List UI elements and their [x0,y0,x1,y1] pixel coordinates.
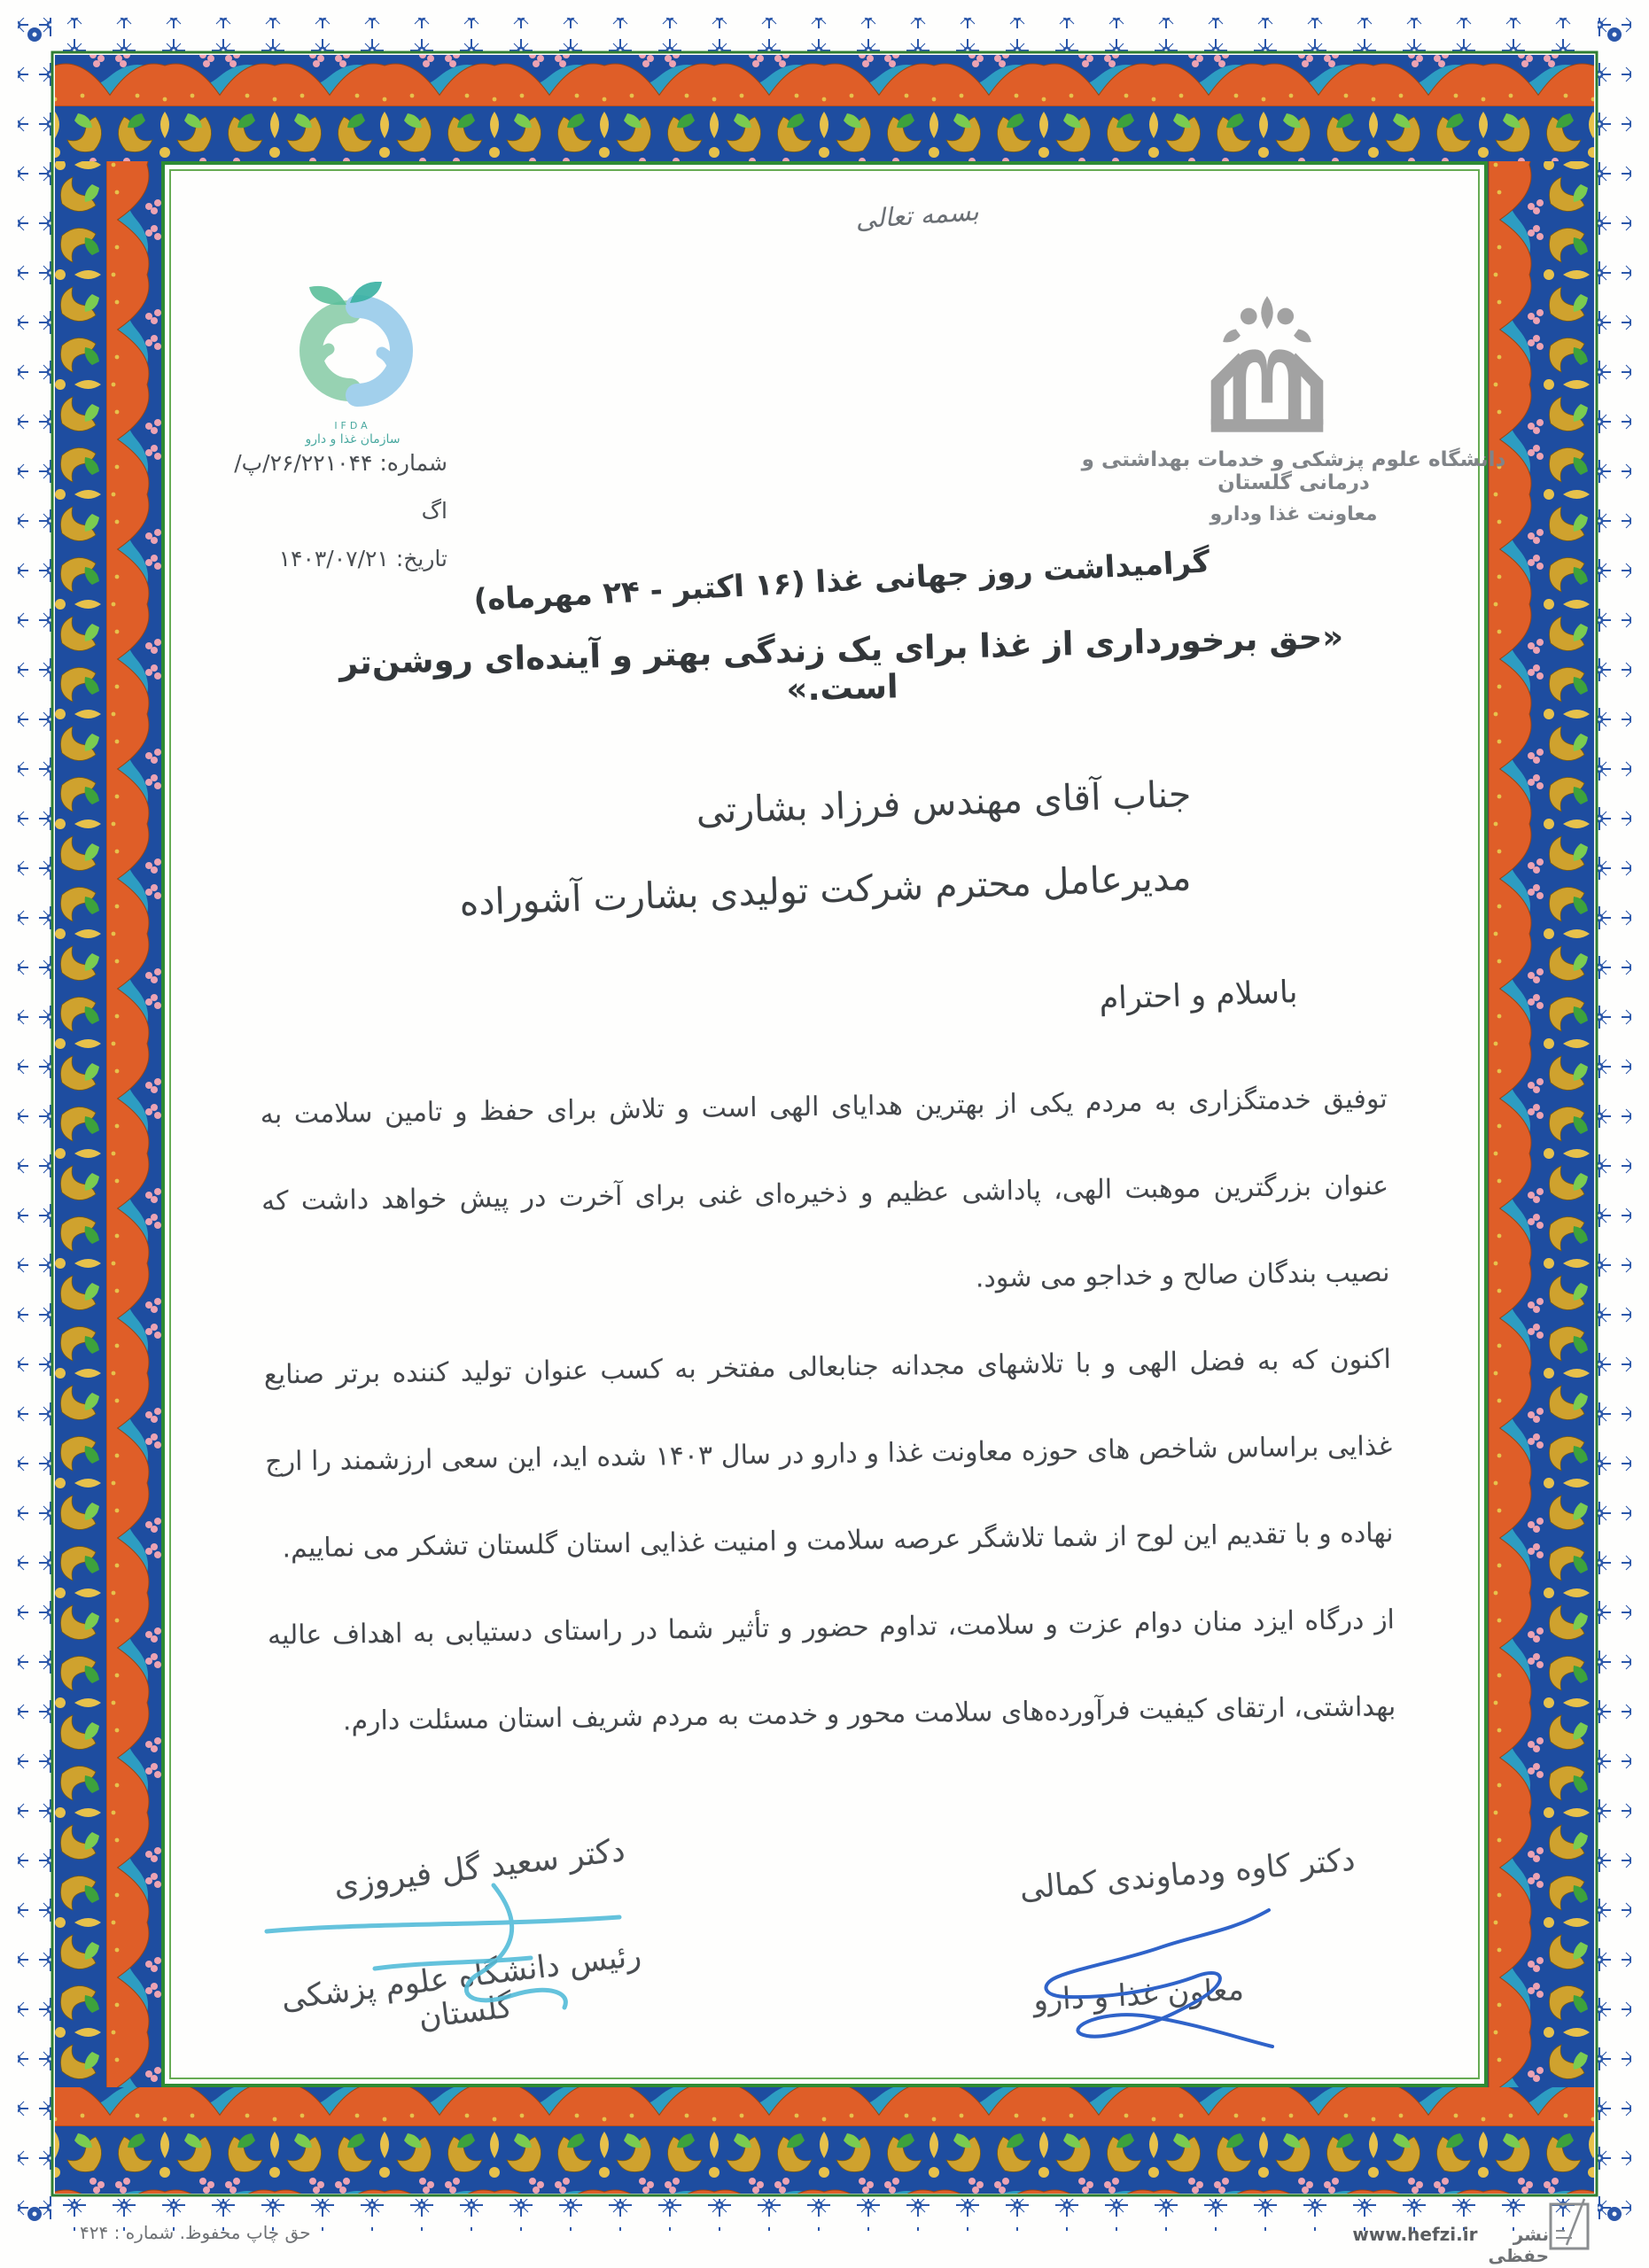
signatory-left-title: رئیس دانشگاه علوم پزشکی گلستان [279,1938,643,2037]
publisher-name: نشر حفظی [1488,2224,1549,2266]
body-paragraph-3: از درگاه ایزد منان دوام عزت و سلامت، تداوم حضور و تأثیر شما در راستای دستیابی به اهداف عالیه بهداشتی، ارتقای کیفیت فرآورده‌های سلامت محور و خدمت به مردم شریف استان مسئلت دارم. [267,1604,1396,1737]
recipient-name: جناب آقای مهندس فرزاد بشارتی [695,773,1192,833]
letter-number: شماره: ۲۶/۲۲۱۰۴۴/پ/اگ [234,450,447,524]
ifda-logo [251,282,455,447]
signatory-right-name: دکتر کاوه ودماوندی کمالی [1018,1842,1357,1907]
recipient-title: مدیرعامل محترم شرکت تولیدی بشارت آشوراده [458,856,1192,924]
university-name-block [1054,448,1533,525]
publisher-stamp-icon [1544,2195,1595,2252]
ministry-of-health-emblem-icon [1198,292,1336,439]
ifda-logo-caption: سازمان غذا و دارو [305,432,401,447]
body-paragraph-2: اکنون که به فضل الهی و با تلاشهای مجدانه جنابعالی مفتخر به کسب عنوان تولید کننده برتر صنایع غذایی براساس شاخص های حوزه معاونت غذا و دارو در سال ۱۴۰۳ شده اید، این سعی ارزشمند را ارج نهاده و با تقدیم این لوح از شما تلاشگر عرصه سلامت و امنیت غذایی استان گلستان تشکر می نماییم. [263,1343,1394,1565]
copyright-note: حق چاپ محفوظ. شماره : ۴۲۴ [80,2222,311,2243]
letter-date: تاریخ: ۱۴۰۳/۰۷/۲۱ [278,546,447,571]
university-name: دانشگاه علوم پزشکی و خدمات بهداشتی و درمانی گلستان [1081,448,1506,494]
signatory-left-name: دکتر سعید گل فیروزی [331,1831,627,1905]
salutation: باسلام و احترام [1098,975,1298,1017]
ifda-logo-caption-latin: IFDA [334,420,371,431]
deputy-name: معاونت غذا ودارو [1210,503,1378,525]
publisher-block [1352,2224,1549,2266]
bismillah-text: بسمه تعالی [854,196,980,235]
event-slogan: «حق برخورداری از غذا برای یک زندگی بهتر و آینده‌ای روشن‌تر است.» [338,617,1344,709]
publisher-url: www.hefzi.ir [1352,2224,1478,2245]
recipient-block [458,773,1192,924]
ifda-apple-logo-icon [251,282,455,415]
event-title: گرامیداشت روز جهانی غذا (۱۶ اکتبر - ۲۴ مهرماه) [472,544,1211,618]
signatory-right-title: معاون غذا و دارو [1032,1971,1245,2019]
letter-body [260,1056,1396,1767]
letter-meta [226,439,447,583]
body-paragraph-1: توفیق خدمتگزاری به مردم یکی از بهترین هدایای الهی است و تلاش برای حفظ و تامین سلامت به عنوان بزرگترین موهبت الهی، پاداشی عظیم و ذخیره‌ای غنی برای آخرت در پیش خواهد داشت که نصیب بندگان صالح و خداجو می شود. [260,1083,1390,1294]
university-emblem [1198,292,1336,443]
